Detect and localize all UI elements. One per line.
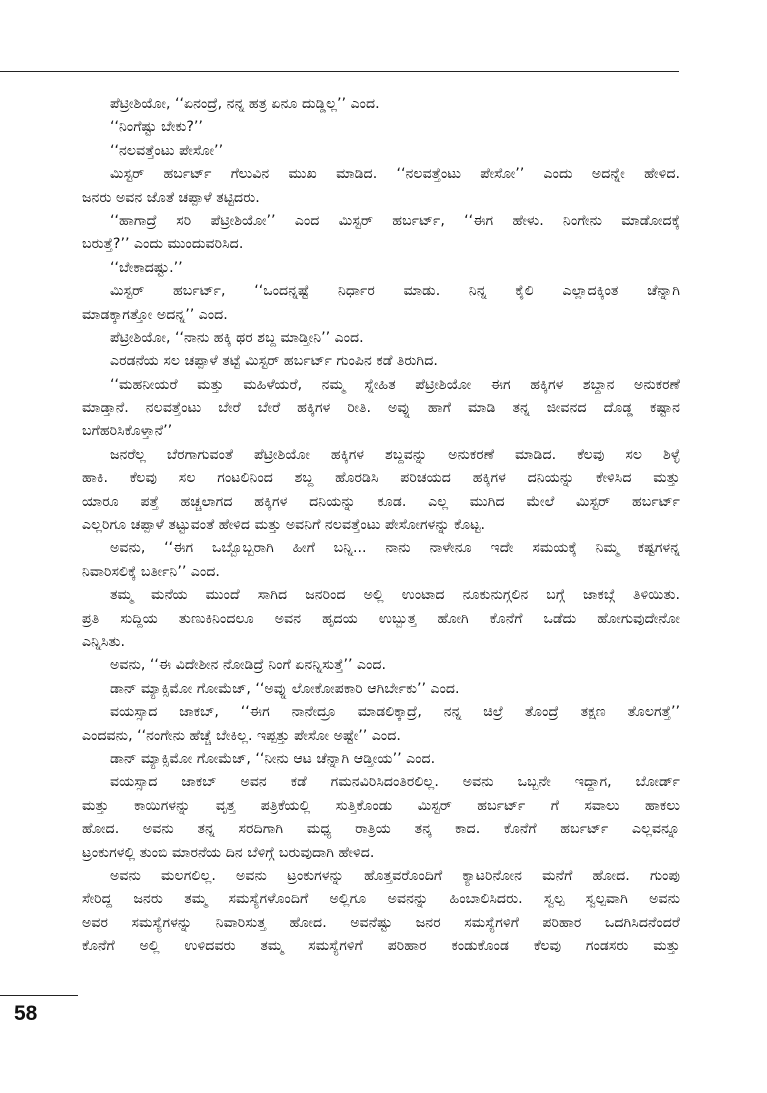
text-line: ಸೇರಿದ್ದ ಜನರು ತಮ್ಮ ಸಮಸ್ಯೆಗಳೊಂದಿಗೆ ಅಲ್ಲಿಗೂ ಅವನನ್ನು ಹಿಂಬಾಲಿಸಿದರು. ಸ್ವಲ್ಪ ಸ್ವಲ್ಪವಾಗಿ ಅವನು xyxy=(82,891,680,908)
body-text xyxy=(82,93,680,958)
text-line: ಡಾನ್ ಮ್ಯಾಕ್ಸಿಮೋ ಗೋಮೆಜ್, ‘‘ನೀನು ಆಟ ಚೆನ್ನಾಗಿ ಆಡ್ತೀಯ’’ ಎಂದ. xyxy=(110,750,436,767)
text-line: ಎನ್ನಿಸಿತು. xyxy=(82,633,125,650)
text-line: ಜನರೆಲ್ಲ ಬೆರಗಾಗುವಂತೆ ಪೆಟ್ರೀಶಿಯೋ ಹಕ್ಕಿಗಳ ಶಬ್ದವನ್ನು ಅನುಕರಣೆ ಮಾಡಿದ. ಕೆಲವು ಸಲ ಶಿಳ್ಳೆ xyxy=(110,446,680,463)
text-line: ‘‘ನಲವತ್ತೆಂಟು ಪೇಸೋ’’ xyxy=(110,142,224,159)
text-line: ಮಾಡಕ್ಕಾಗತ್ತೋ ಅದನ್ನ’’ ಎಂದ. xyxy=(82,306,228,323)
text-line: ಪ್ರತಿ ಸುದ್ದಿಯ ತುಣುಕಿನಿಂದಲೂ ಅವನ ಹೃದಯ ಉಬ್ಬುತ್ತ ಹೋಗಿ ಕೊನೆಗೆ ಒಡೆದು ಹೋಗುವುದೇನೋ xyxy=(82,610,680,627)
text-line: ‘‘ಮಹನೀಯರೆ ಮತ್ತು ಮಹಿಳೆಯರೆ, ನಮ್ಮ ಸ್ನೇಹಿತ ಪೆಟ್ರೀಶಿಯೋ ಈಗ ಹಕ್ಕಿಗಳ ಶಬ್ದಾನ ಅನುಕರಣೆ xyxy=(110,376,680,393)
text-line: ಮಾಡ್ತಾನೆ. ನಲವತ್ತೆಂಟು ಬೇರೆ ಬೇರೆ ಹಕ್ಕಿಗಳ ರೀತಿ. ಅವ್ನು ಹಾಗೆ ಮಾಡಿ ತನ್ನ ಜೀವನದ ದೊಡ್ಡ ಕಷ್ಟಾನ xyxy=(82,400,680,417)
text-line: ಅವನು, ‘‘ಈಗ ಒಬ್ಬೊಬ್ಬರಾಗಿ ಹೀಗೆ ಬನ್ನಿ... ನಾನು ನಾಳೇನೂ ಇದೇ ಸಮಯಕ್ಕೆ ನಿಮ್ಮ ಕಷ್ಟಗಳನ್ನ xyxy=(110,540,680,557)
text-line: ಎರಡನೆಯ ಸಲ ಚಪ್ಪಾಳೆ ತಟ್ಟೆ ಮಿಸ್ಟರ್ ಹರ್ಬರ್ಟ್ ಗುಂಪಿನ ಕಡೆ ತಿರುಗಿದ. xyxy=(110,353,438,370)
text-line: ತಮ್ಮ ಮನೆಯ ಮುಂದೆ ಸಾಗಿದ ಜನರಿಂದ ಅಲ್ಲಿ ಉಂಟಾದ ನೂಕುನುಗ್ಗಲಿನ ಬಗ್ಗೆ ಜಾಕಬ್ಗೆ ತಿಳಿಯಿತು. xyxy=(110,587,680,604)
text-line: ಎಲ್ಲರಿಗೂ ಚಪ್ಪಾಳೆ ತಟ್ಟುವಂತೆ ಹೇಳಿದ ಮತ್ತು ಅವನಿಗೆ ನಲವತ್ತೆಂಟು ಪೇಸೋಗಳನ್ನು ಕೊಟ್ಟ. xyxy=(82,517,485,534)
text-line: ‘‘ನಿಂಗೆಷ್ಟು ಬೇಕು?’’ xyxy=(110,119,203,136)
text-line: ಅವನು, ‘‘ಈ ವಿದೇಶೀನ ನೋಡಿದ್ರೆ ನಿಂಗೆ ಏನನ್ನಿಸುತ್ತೆ’’ ಎಂದ. xyxy=(110,657,387,674)
text-line: ವಯಸ್ಸಾದ ಜಾಕಬ್ ಅವನ ಕಡೆ ಗಮನವಿರಿಸಿದಂತಿರಲಿಲ್ಲ. ಅವನು ಒಬ್ಬನೇ ಇದ್ದಾಗ, ಬೋರ್ಡ್ xyxy=(110,774,680,791)
text-line: ಅವರ ಸಮಸ್ಯೆಗಳನ್ನು ನಿವಾರಿಸುತ್ತ ಹೋದ. ಅವನೆಷ್ಟು ಜನರ ಸಮಸ್ಯೆಗಳಿಗೆ ಪರಿಹಾರ ಒದಗಿಸಿದನೆಂದರೆ xyxy=(82,914,680,931)
text-line: ಕೊನೆಗೆ ಅಲ್ಲಿ ಉಳಿದವರು ತಮ್ಮ ಸಮಸ್ಯೆಗಳಿಗೆ ಪರಿಹಾರ ಕಂಡುಕೊಂಡ ಕೆಲವು ಗಂಡಸರು ಮತ್ತು xyxy=(82,938,680,955)
text-line: ಅವನು ಮಲಗಲಿಲ್ಲ. ಅವನು ಟ್ರಂಕುಗಳನ್ನು ಹೊತ್ತವರೊಂದಿಗೆ ಕ್ಯಾಟರಿನೋನ ಮನೆಗೆ ಹೋದ. ಗುಂಪು xyxy=(110,867,680,884)
text-line: ಮತ್ತು ಕಾಯಿಗಳನ್ನು ವೃತ್ತ ಪತ್ರಿಕೆಯಲ್ಲಿ ಸುತ್ತಿಕೊಂಡು ಮಿಸ್ಟರ್ ಹರ್ಬರ್ಟ್ ಗೆ ಸವಾಲು ಹಾಕಲು xyxy=(82,797,680,814)
text-line: ಟ್ರಂಕುಗಳಲ್ಲಿ ತುಂಬಿ ಮಾರನೆಯ ದಿನ ಬೆಳಿಗ್ಗೆ ಬರುವುದಾಗಿ ಹೇಳಿದ. xyxy=(82,844,375,861)
text-line: ಹೋದ. ಅವನು ತನ್ನ ಸರದಿಗಾಗಿ ಮಧ್ಯ ರಾತ್ರಿಯ ತನ್ಕ ಕಾದ. ಕೊನೆಗೆ ಹರ್ಬರ್ಟ್ ಎಲ್ಲವನ್ನೂ xyxy=(82,821,680,838)
text-line: ಮಿಸ್ಟರ್ ಹರ್ಬರ್ಟ್, ‘‘ಒಂದನ್ನಷ್ಟೆ ನಿರ್ಧಾರ ಮಾಡು. ನಿನ್ನ ಕೈಲಿ ಎಲ್ಲಾದಕ್ಕಿಂತ ಚೆನ್ನಾಗಿ xyxy=(110,283,680,300)
page-number: 58 xyxy=(14,1002,38,1025)
text-line: ವಯಸ್ಸಾದ ಜಾಕಬ್, ‘‘ಈಗ ನಾನೇದ್ರೂ ಮಾಡಲಿಕ್ಕಾದ್ರೆ, ನನ್ನ ಚಿಲ್ರೆ ತೊಂದ್ರೆ ತಕ್ಷಣ ತೊಲಗತ್ತೆ’’ xyxy=(110,704,680,721)
text-line: ‘‘ಹಾಗಾದ್ರೆ ಸರಿ ಪೆಟ್ರೀಶಿಯೋ’’ ಎಂದ ಮಿಸ್ಟರ್ ಹರ್ಬರ್ಟ್, ‘‘ಈಗ ಹೇಳು. ನಿಂಗೇನು ಮಾಡೋದಕ್ಕೆ xyxy=(110,212,680,229)
text-line: ಪೆಟ್ರೀಶಿಯೋ, ‘‘ಏನಂದ್ರೆ, ನನ್ನ ಹತ್ರ ಏನೂ ದುಡ್ಡಿಲ್ಲ’’ ಎಂದ. xyxy=(110,96,380,112)
text-line: ಮಿಸ್ಟರ್ ಹರ್ಬರ್ಟ್ ಗೆಲುವಿನ ಮುಖ ಮಾಡಿದ. ‘‘ನಲವತ್ತೆಂಟು ಪೇಸೋ’’ ಎಂದು ಅದನ್ನೇ ಹೇಳಿದ. xyxy=(110,166,680,183)
text-line: ಡಾನ್ ಮ್ಯಾಕ್ಸಿಮೋ ಗೋಮೆಜ್, ‘‘ಅವ್ನು ಲೋಕೋಪಕಾರಿ ಆಗಿರ್ಬೇಕು’’ ಎಂದ. xyxy=(110,680,460,697)
text-line: ಬರುತ್ತೆ?’’ ಎಂದು ಮುಂದುವರಿಸಿದ. xyxy=(82,236,244,253)
text-line: ನಿವಾರಿಸಲಿಕ್ಕೆ ಬರ್ತೀನಿ’’ ಎಂದ. xyxy=(82,563,220,580)
bottom-rule xyxy=(0,995,78,996)
text-line: ಪೆಟ್ರೀಶಿಯೋ, ‘‘ನಾನು ಹಕ್ಕಿ ಥರ ಶಬ್ದ ಮಾಡ್ತೀನಿ’’ ಎಂದ. xyxy=(110,329,364,346)
top-rule xyxy=(0,71,679,72)
text-line: ಹಾಕಿ. ಕೆಲವು ಸಲ ಗಂಟಲಿನಿಂದ ಶಬ್ದ ಹೊರಡಿಸಿ ಪರಿಚಯದ ಹಕ್ಕಿಗಳ ದನಿಯನ್ನು ಕೇಳಿಸಿದ ಮತ್ತು xyxy=(82,470,680,487)
text-line: ಯಾರೂ ಪತ್ತೆ ಹಚ್ಚಲಾಗದ ಹಕ್ಕಿಗಳ ದನಿಯನ್ನು ಕೂಡ. ಎಲ್ಲ ಮುಗಿದ ಮೇಲೆ ಮಿಸ್ಟರ್ ಹರ್ಬರ್ಟ್ xyxy=(82,493,680,510)
text-line: ಜನರು ಅವನ ಜೊತೆ ಚಪ್ಪಾಳೆ ತಟ್ಟಿದರು. xyxy=(82,189,260,206)
text-line: ‘‘ಬೇಕಾದಷ್ಟು.’’ xyxy=(110,259,183,276)
text-line: ಬಗೆಹರಿಸಿಕೊಳ್ತಾನೆ’’ xyxy=(82,423,173,440)
text-line: ಎಂದವನು, ‘‘ನಂಗೇನು ಹೆಚ್ಚೆ ಬೇಕಿಲ್ಲ. ಇಪ್ಪತ್ತು ಪೇಸೋ ಅಷ್ಟೇ’’ ಎಂದ. xyxy=(82,727,401,744)
